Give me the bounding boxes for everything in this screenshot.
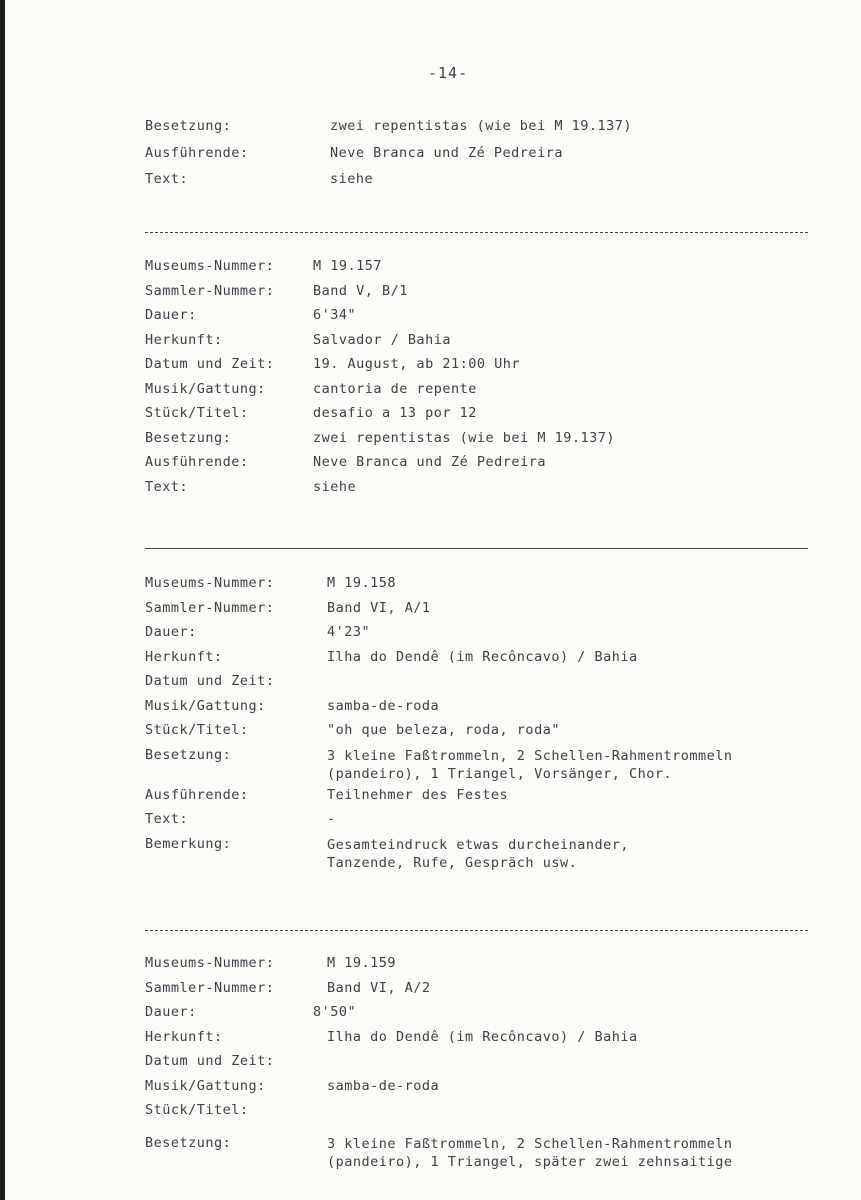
field-label: Stück/Titel: (145, 405, 249, 421)
scan-edge (0, 0, 5, 1200)
field-row (145, 1029, 825, 1054)
field-label: Sammler-Nummer: (145, 979, 275, 996)
field-value: Band VI, A/2 (327, 979, 431, 996)
field-value: Ilha do Dendê (im Recôncavo) / Bahia (327, 1028, 638, 1045)
field-label: Datum und Zeit: (145, 1053, 275, 1069)
field-row (145, 698, 825, 723)
field-label: Text: (145, 171, 189, 187)
field-label: Datum und Zeit: (145, 356, 275, 372)
field-value: Neve Branca und Zé Pedreira (313, 454, 546, 470)
field-label: Musik/Gattung: (145, 1077, 266, 1094)
field-row (145, 1004, 825, 1029)
field-label: Herkunft: (145, 1028, 223, 1045)
entry-m19158 (145, 575, 825, 876)
field-value: M 19.157 (313, 258, 383, 274)
field-value: zwei repentistas (wie bei M 19.137) (313, 429, 615, 446)
field-row (145, 332, 825, 357)
field-row (145, 356, 825, 381)
field-label: Besetzung: (145, 429, 232, 446)
field-value: "oh que beleza, roda, roda" (327, 722, 560, 738)
field-label: Herkunft: (145, 331, 223, 348)
field-label: Text: (145, 478, 189, 495)
field-row (145, 673, 825, 698)
field-row (145, 145, 825, 170)
field-label: Datum und Zeit: (145, 673, 275, 689)
field-row (145, 1102, 825, 1127)
field-row (145, 283, 825, 308)
field-value: 3 kleine Faßtrommeln, 2 Schellen-Rahmentrommeln (pandeiro), 1 Triangel, später zwei zehnsaitige (327, 1135, 733, 1170)
field-row (145, 118, 825, 143)
field-row (145, 575, 825, 600)
field-value: 6'34" (313, 307, 357, 323)
field-label: Musik/Gattung: (145, 697, 266, 714)
field-label: Besetzung: (145, 1134, 232, 1151)
field-row (145, 600, 825, 625)
field-row (145, 1135, 825, 1175)
dashed-separator (145, 232, 808, 233)
page-number: -14- (428, 64, 469, 82)
field-row (145, 624, 825, 649)
field-value: 3 kleine Faßtrommeln, 2 Schellen-Rahmentrommeln (pandeiro), 1 Triangel, Vorsänger, Chor. (327, 747, 733, 782)
field-value: Neve Branca und Zé Pedreira (330, 144, 563, 161)
field-value: Ilha do Dendê (im Recôncavo) / Bahia (327, 648, 638, 665)
field-value: Teilnehmer des Festes (327, 786, 509, 803)
field-label: Ausführende: (145, 454, 249, 470)
field-label: Museums-Nummer: (145, 258, 275, 274)
field-value: 19. August, ab 21:00 Uhr (313, 356, 521, 372)
field-value: Gesamteindruck etwas durcheinander, Tanzende, Rufe, Gespräch usw. (327, 836, 629, 871)
field-value: - (327, 811, 336, 827)
field-row (145, 836, 825, 876)
field-row (145, 405, 825, 430)
field-label: Text: (145, 811, 189, 827)
field-label: Besetzung: (145, 746, 232, 763)
field-value: cantoria de repente (313, 380, 477, 397)
field-label: Dauer: (145, 1004, 197, 1020)
field-label: Sammler-Nummer: (145, 282, 275, 299)
field-label: Stück/Titel: (145, 1102, 249, 1118)
field-value: siehe (313, 478, 357, 495)
field-value: zwei repentistas (wie bei M 19.137) (330, 118, 632, 134)
field-label: Musik/Gattung: (145, 380, 266, 397)
field-row (145, 171, 825, 196)
field-label: Herkunft: (145, 648, 223, 665)
entry-continued (145, 118, 825, 196)
field-row (145, 747, 825, 787)
field-row (145, 1078, 825, 1103)
field-value: Band V, B/1 (313, 282, 408, 299)
field-row (145, 722, 825, 747)
field-label: Dauer: (145, 624, 197, 640)
field-label: Dauer: (145, 307, 197, 323)
entry-m19159 (145, 955, 825, 1175)
field-row (145, 787, 825, 812)
field-value: siehe (330, 171, 374, 187)
solid-separator (145, 548, 808, 549)
field-value: 8'50" (313, 1004, 357, 1020)
field-label: Ausführende: (145, 786, 249, 803)
field-row (145, 479, 825, 504)
field-label: Museums-Nummer: (145, 575, 275, 591)
field-label: Sammler-Nummer: (145, 599, 275, 616)
field-row (145, 1053, 825, 1078)
field-value: 4'23" (327, 624, 371, 640)
field-value: samba-de-roda (327, 697, 440, 714)
field-row (145, 430, 825, 455)
field-label: Bemerkung: (145, 835, 232, 852)
field-row (145, 381, 825, 406)
entry-m19157 (145, 258, 825, 503)
field-label: Ausführende: (145, 144, 249, 161)
field-row (145, 258, 825, 283)
field-value: M 19.159 (327, 955, 397, 971)
field-value: Salvador / Bahia (313, 331, 452, 348)
field-value: Band VI, A/1 (327, 599, 431, 616)
field-value: M 19.158 (327, 575, 397, 591)
field-label: Stück/Titel: (145, 722, 249, 738)
field-row (145, 955, 825, 980)
dashed-separator (145, 930, 808, 931)
field-row (145, 980, 825, 1005)
field-row (145, 454, 825, 479)
field-label: Besetzung: (145, 118, 232, 134)
field-label: Museums-Nummer: (145, 955, 275, 971)
field-value: desafio a 13 por 12 (313, 405, 477, 421)
field-row (145, 649, 825, 674)
field-row (145, 811, 825, 836)
field-row (145, 307, 825, 332)
field-value: samba-de-roda (327, 1077, 440, 1094)
